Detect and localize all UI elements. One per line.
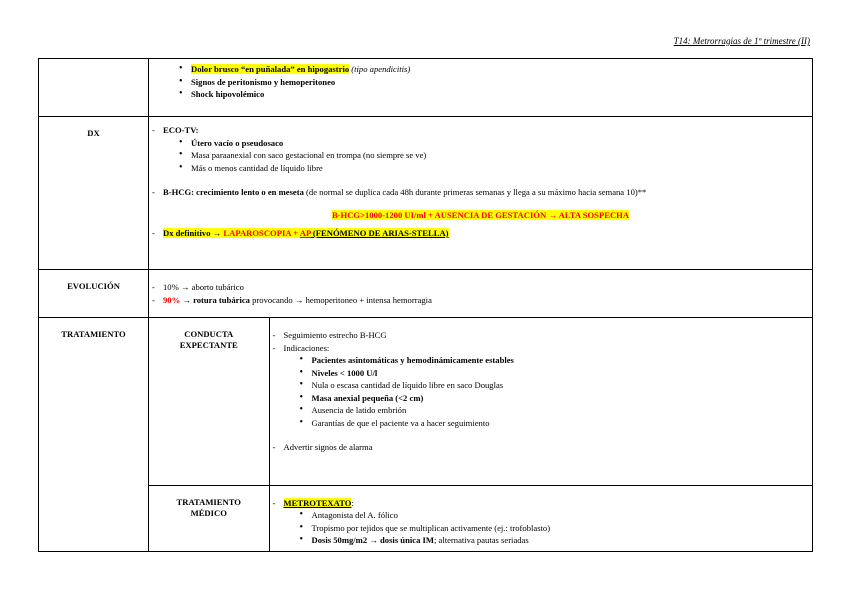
list-item: • Útero vacío o pseudosaco — [149, 137, 812, 150]
evolucion-cell — [149, 270, 813, 318]
expectante-label: CONDUCTA EXPECTANTE — [149, 318, 269, 485]
bhcg-alert: B-HCG>1000-1200 UI/ml + AUSENCIA DE GESTACIÓN → ALTA SOSPECHA — [331, 209, 630, 220]
content-table — [38, 58, 813, 552]
dx-label: DX — [39, 117, 149, 270]
indicaciones-line: - Indicaciones: — [270, 342, 813, 355]
tratamiento-label: TRATAMIENTO — [39, 318, 149, 552]
tratamiento-cell — [149, 318, 813, 552]
symptoms-list — [149, 63, 812, 101]
list-item: • Más o menos cantidad de líquido libre — [149, 162, 812, 175]
medico-label: TRATAMIENTO MÉDICO — [149, 485, 269, 551]
list-item: • Signos de peritonismo y hemoperitoneo — [149, 76, 812, 89]
indicaciones-list — [270, 354, 813, 429]
empty-label-cell — [39, 59, 149, 117]
evolucion-line-1: - 10% → aborto tubárico — [149, 281, 812, 294]
list-item: • Tropismo por tejidos que se multiplican activamente (ej.: trofoblasto) — [270, 522, 813, 535]
definitive-dx-line: - Dx definitivo → LAPAROSCOPIA + AP (FENÓMENO DE ARIAS-STELLA) — [149, 227, 812, 240]
subrow-medico — [149, 485, 812, 551]
list-item: • Antagonista del A. fólico — [270, 509, 813, 522]
eco-title: - ECO-TV: — [149, 124, 812, 137]
table-row-symptoms — [39, 59, 813, 117]
medico-cell — [269, 485, 812, 551]
symptoms-cell — [149, 59, 813, 117]
evolucion-label: EVOLUCIÓN — [39, 270, 149, 318]
list-item: • Garantías de que el paciente va a hacer seguimiento — [270, 417, 813, 430]
subrow-expectante — [149, 318, 812, 485]
list-item: • Shock hipovolémico — [149, 88, 812, 101]
eco-list — [149, 137, 812, 175]
seguimiento-line: - Seguimiento estrecho B-HCG — [270, 329, 813, 342]
list-item: • Masa paraanexial con saco gestacional en trompa (no siempre se ve) — [149, 149, 812, 162]
list-item: • Masa anexial pequeña (<2 cm) — [270, 392, 813, 405]
evolucion-line-2: - 90% → rotura tubárica provocando → hemoperitoneo + intensa hemorragia — [149, 294, 812, 307]
tratamiento-subtable — [149, 318, 812, 551]
list-item: • Pacientes asintomáticas y hemodinámicamente estables — [270, 354, 813, 367]
page-header-title: T14: Metrorragias de 1º trimestre (II) — [673, 36, 810, 46]
expectante-cell — [269, 318, 812, 485]
drug-line: - METROTEXATO: — [270, 497, 813, 510]
advertir-line: - Advertir signos de alarma — [270, 441, 813, 454]
list-item: • Dosis 50mg/m2 → dosis única IM; alternativa pautas seriadas — [270, 534, 813, 547]
list-item: • Nula o escasa cantidad de líquido libre en saco Douglas — [270, 379, 813, 392]
bhcg-line: - B-HCG: crecimiento lento o en meseta (de normal se duplica cada 48h durante primeras semanas y llega a su máximo hacia semana 10)** — [149, 186, 812, 199]
dx-cell — [149, 117, 813, 270]
table-row-dx — [39, 117, 813, 270]
table-row-evolucion — [39, 270, 813, 318]
list-item: • Ausencia de latido embrión — [270, 404, 813, 417]
list-item: • Niveles < 1000 U/l — [270, 367, 813, 380]
list-item: • Dolor brusco “en puñalada” en hipogastrio (tipo apendicitis) — [149, 63, 812, 76]
table-row-tratamiento — [39, 318, 813, 552]
medico-list — [270, 509, 813, 547]
